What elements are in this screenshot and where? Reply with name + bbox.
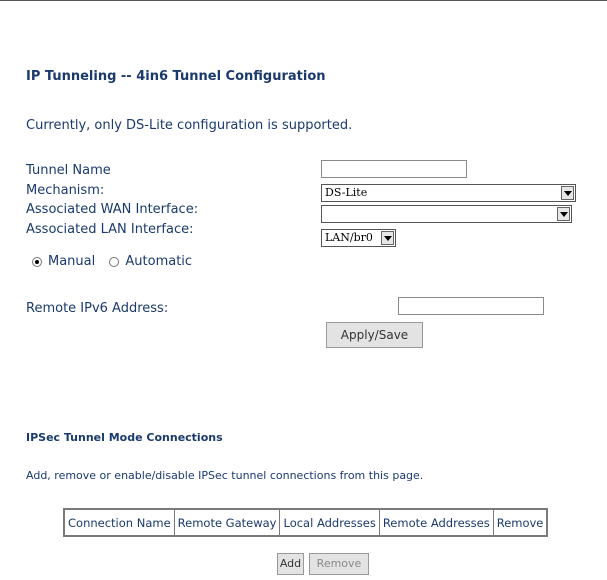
chevron-down-icon[interactable] xyxy=(381,231,394,245)
column-header-remote-addresses: Remote Addresses xyxy=(379,509,493,536)
apply-save-button[interactable]: Apply/Save xyxy=(326,322,423,348)
remote-ipv6-label: Remote IPv6 Address: xyxy=(26,301,169,316)
chevron-down-icon[interactable] xyxy=(561,186,574,200)
mechanism-label: Mechanism: xyxy=(26,183,105,198)
lan-interface-select[interactable] xyxy=(321,229,396,247)
mechanism-select[interactable] xyxy=(321,184,576,202)
mode-radio-group xyxy=(32,254,192,269)
chevron-down-icon[interactable] xyxy=(557,207,570,221)
top-divider xyxy=(0,0,607,1)
manual-radio-label: Manual xyxy=(48,254,96,269)
wan-interface-select[interactable] xyxy=(321,205,572,223)
tunnel-name-input[interactable] xyxy=(321,160,467,178)
automatic-radio-label: Automatic xyxy=(125,254,193,269)
column-header-remote-gateway: Remote Gateway xyxy=(174,509,280,536)
column-header-connection-name: Connection Name xyxy=(64,509,174,536)
page-title: IP Tunneling -- 4in6 Tunnel Configuration xyxy=(26,69,326,84)
lan-interface-label: Associated LAN Interface: xyxy=(26,222,194,237)
tunnel-name-label: Tunnel Name xyxy=(26,163,111,178)
ipsec-connections-table xyxy=(63,508,548,537)
page-subtitle: Currently, only DS-Lite configuration is supported. xyxy=(26,118,353,133)
add-button[interactable]: Add xyxy=(277,553,304,575)
remote-ipv6-input[interactable] xyxy=(398,297,544,315)
ipsec-description: Add, remove or enable/disable IPSec tunnel connections from this page. xyxy=(26,469,424,482)
manual-radio[interactable] xyxy=(32,257,42,267)
automatic-radio[interactable] xyxy=(109,257,119,267)
column-header-local-addresses: Local Addresses xyxy=(280,509,379,536)
remove-button[interactable]: Remove xyxy=(309,553,369,575)
lan-interface-value: LAN/br0 xyxy=(325,231,373,244)
ipsec-section-title: IPSec Tunnel Mode Connections xyxy=(26,431,223,444)
table-header-row xyxy=(64,509,547,536)
mechanism-value: DS-Lite xyxy=(325,186,368,199)
column-header-remove: Remove xyxy=(493,509,547,536)
wan-interface-label: Associated WAN Interface: xyxy=(26,202,199,217)
